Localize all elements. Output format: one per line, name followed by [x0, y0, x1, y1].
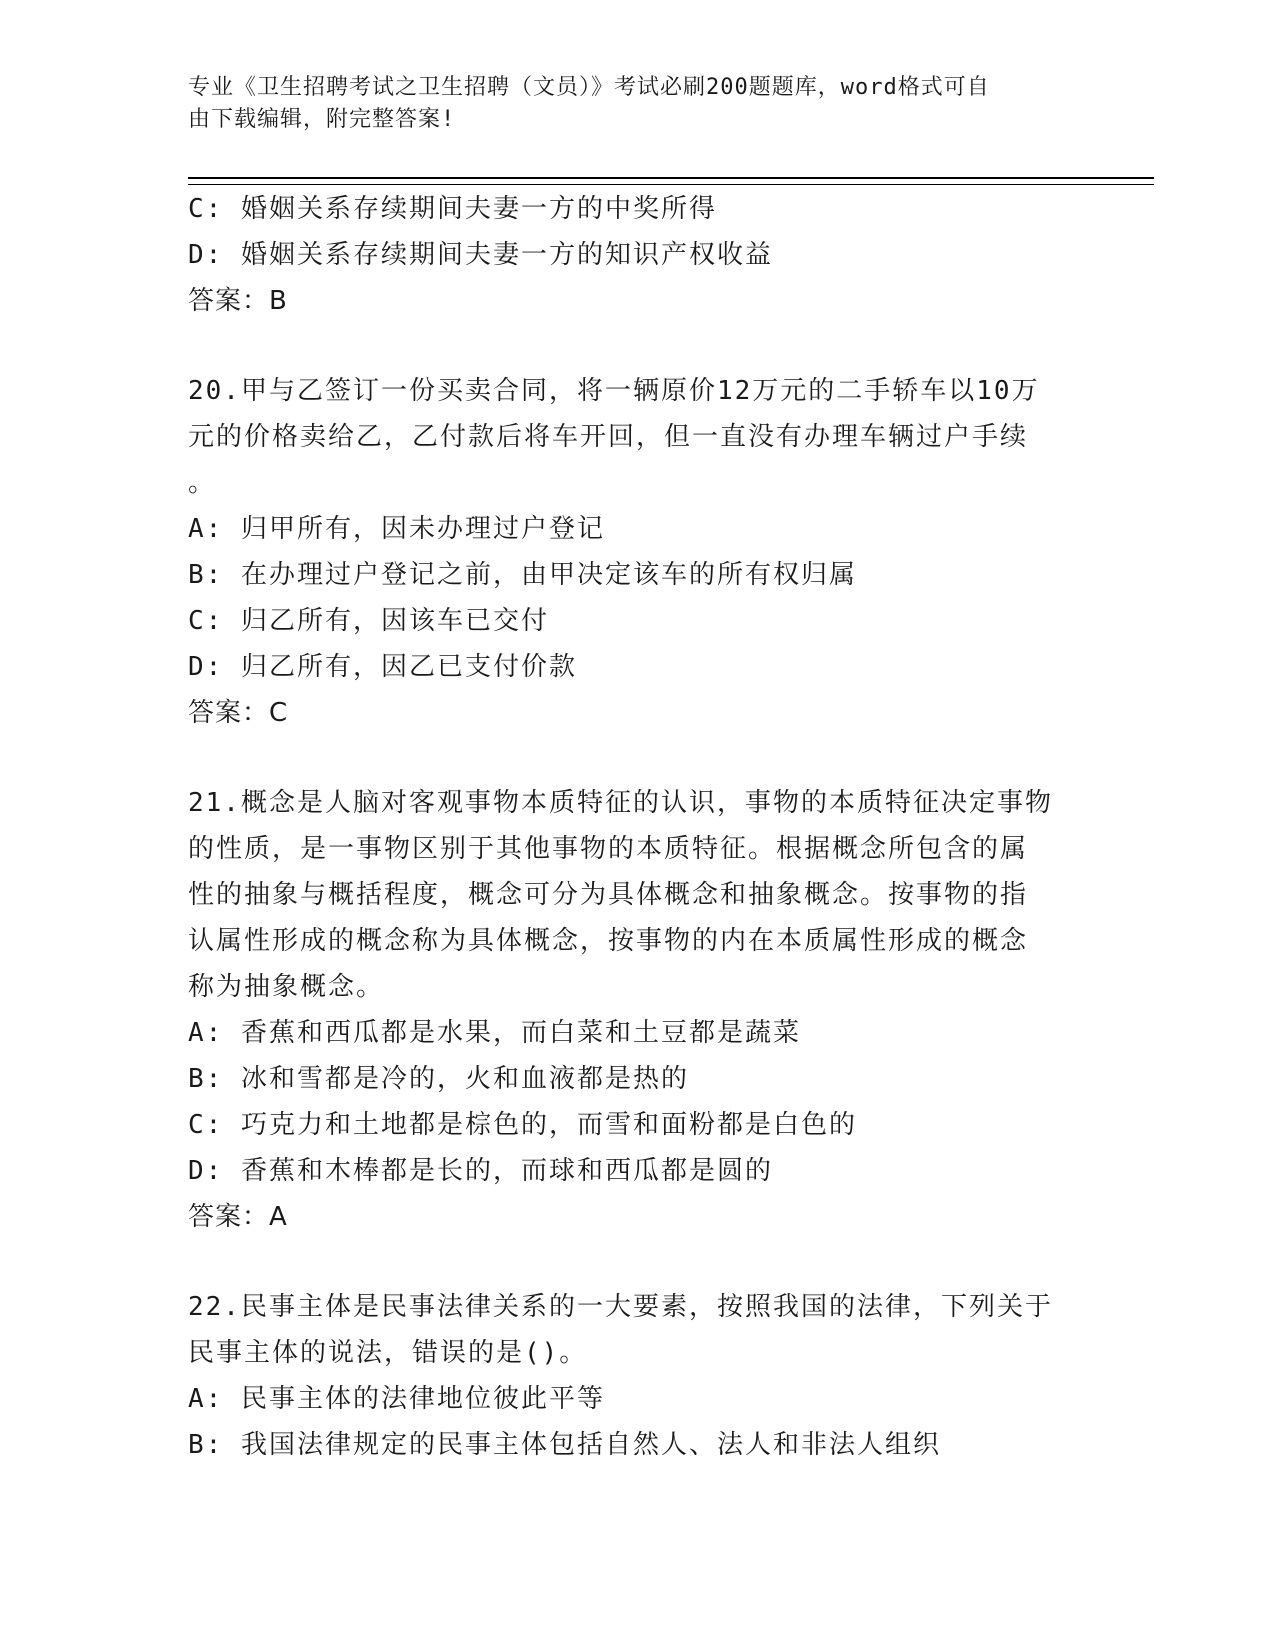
question-19-block — [188, 186, 1068, 324]
question-22-stem-line-1: 22.民事主体是民事法律关系的一大要素，按照我国的法律，下列关于 — [188, 1292, 1053, 1322]
question-21-option-b: B: 冰和雪都是冷的，火和血液都是热的 — [188, 1064, 689, 1094]
paragraph-gap — [188, 324, 1068, 368]
question-21-option-a: A: 香蕉和西瓜都是水果，而白菜和土豆都是蔬菜 — [188, 1018, 801, 1048]
question-21-option-c: C: 巧克力和土地都是棕色的，而雪和面粉都是白色的 — [188, 1110, 857, 1140]
header-rule-thick — [188, 177, 1154, 179]
question-21-option-d: D: 香蕉和木棒都是长的，而球和西瓜都是圆的 — [188, 1156, 773, 1186]
question-21-stem-line-3: 性的抽象与概括程度，概念可分为具体概念和抽象概念。按事物的指 — [188, 880, 1029, 910]
question-19-option-c: C: 婚姻关系存续期间夫妻一方的中奖所得 — [188, 194, 717, 224]
question-22-stem-line-2: 民事主体的说法，错误的是()。 — [188, 1338, 588, 1368]
question-20-stem-line-3: 。 — [188, 468, 217, 498]
paragraph-gap — [188, 736, 1068, 780]
header-line-2: 由下载编辑，附完整答案! — [188, 107, 456, 132]
header-rule-thin — [188, 184, 1154, 185]
question-20-stem-line-1: 20.甲与乙签订一份买卖合同，将一辆原价12万元的二手轿车以10万 — [188, 376, 1040, 406]
paragraph-gap — [188, 1240, 1068, 1284]
question-22-block — [188, 1284, 1068, 1468]
question-19-answer: 答案：B — [188, 286, 288, 316]
question-20-option-d: D: 归乙所有，因乙已支付价款 — [188, 652, 577, 682]
question-21-stem-line-1: 21.概念是人脑对客观事物本质特征的认识，事物的本质特征决定事物 — [188, 788, 1053, 818]
document-header — [188, 72, 1068, 136]
question-21-stem-line-4: 认属性形成的概念称为具体概念，按事物的内在本质属性形成的概念 — [188, 926, 1029, 956]
question-20-option-a: A: 归甲所有，因未办理过户登记 — [188, 514, 605, 544]
question-20-block — [188, 368, 1068, 736]
question-22-option-a: A: 民事主体的法律地位彼此平等 — [188, 1384, 605, 1414]
question-21-block — [188, 780, 1068, 1240]
question-19-option-d: D: 婚姻关系存续期间夫妻一方的知识产权收益 — [188, 240, 773, 270]
document-body — [188, 186, 1068, 1468]
question-20-stem-line-2: 元的价格卖给乙，乙付款后将车开回，但一直没有办理车辆过户手续 — [188, 422, 1029, 452]
question-20-option-b: B: 在办理过户登记之前，由甲决定该车的所有权归属 — [188, 560, 857, 590]
question-21-stem-line-5: 称为抽象概念。 — [188, 972, 385, 1002]
question-20-option-c: C: 归乙所有，因该车已交付 — [188, 606, 549, 636]
header-line-1: 专业《卫生招聘考试之卫生招聘（文员）》考试必刷200题题库，word格式可自 — [188, 75, 990, 100]
question-22-option-b: B: 我国法律规定的民事主体包括自然人、法人和非法人组织 — [188, 1430, 941, 1460]
question-21-answer: 答案：A — [188, 1202, 288, 1232]
question-21-stem-line-2: 的性质，是一事物区别于其他事物的本质特征。根据概念所包含的属 — [188, 834, 1029, 864]
question-20-answer: 答案：C — [188, 698, 289, 728]
